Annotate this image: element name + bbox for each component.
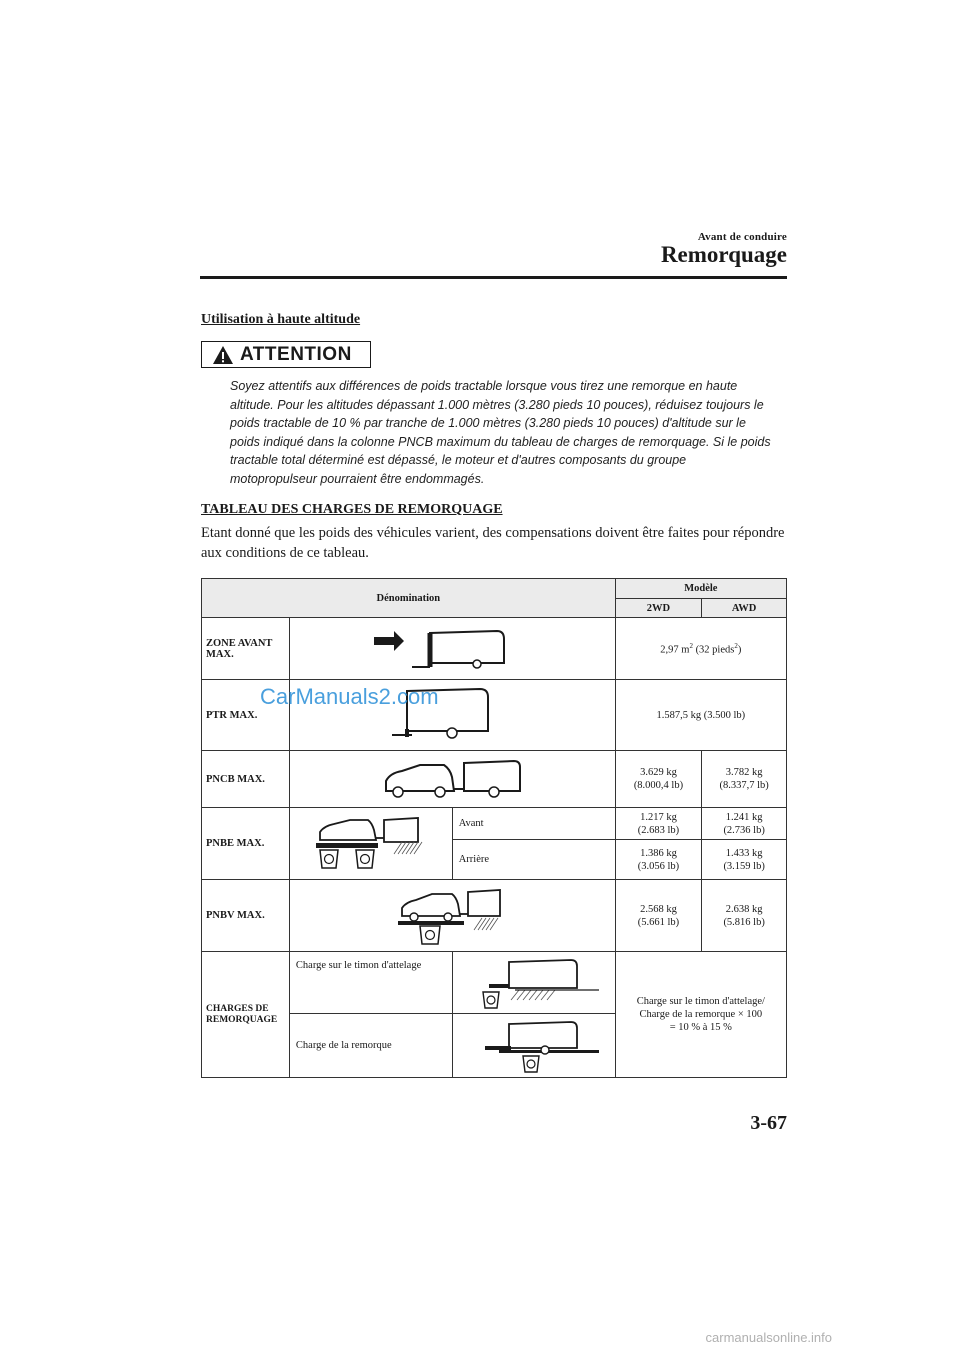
header-awd: AWD [702,599,787,618]
charges-formula: Charge sur le timon d'attelage/ Charge de la remorque × 100 = 10 % à 15 % [615,952,786,1078]
pnbe-arriere-awd: 1.433 kg (3.159 lb) [702,840,787,880]
ptr-value: 1.587,5 kg (3.500 lb) [615,680,786,751]
warning-triangle-icon [212,345,234,365]
attention-box [201,341,371,368]
table-row [202,808,787,840]
pnbe-arriere-2wd: 1.386 kg (3.056 lb) [615,840,702,880]
zone-value: 2,97 $m^2$ (32 pieds$^2$) [615,618,786,680]
trailer-weight-icon [459,1018,609,1074]
section-name: Avant de conduire [697,231,787,243]
vehicle-with-trailer-icon [372,757,532,801]
row-label-pnbe: PNBE MAX. [202,808,290,880]
page-number: 3-67 [750,1112,787,1134]
zone-illustration [289,618,615,680]
table-title: TABLEAU DES CHARGES DE REMORQUAGE [201,502,503,517]
header-modele: Modèle [615,579,786,599]
header-2wd: 2WD [615,599,702,618]
charges-remorque-label: Charge de la remorque [289,1014,452,1078]
chapter-title: Remorquage [660,242,787,267]
row-label-charges: CHARGES DE REMORQUAGE [202,952,290,1078]
tongue-weight-icon [459,956,609,1010]
header-denomination: Dénomination [202,579,616,618]
pnbv-illustration [289,880,615,952]
table-row [202,880,787,952]
attention-text: Soyez attentifs aux différences de poids tractable lorsque vous tirez une remorque en haute altitude. Pour les altitudes dépassant 1.000 mètres (3.280 pieds 10 pouces), réduisez toujours le poids tractable de 10 % par tranche de 1.000 mètres (3.280 pieds 10 pouces) d'altitude sur le poids indiqué dans la colonne PNCB maximum du tableau de charges de remorquage. Si le poids tractable total déterminé est dépassé, le moteur et d'autres composants du groupe motopropulseur pourraient être endommagés. [230,379,771,486]
charges-timon-label: Charge sur le timon d'attelage [289,952,452,1014]
pnbe-illustration [289,808,452,880]
row-label-pncb: PNCB MAX. [202,751,290,808]
pnbe-avant-awd: 1.241 kg (2.736 lb) [702,808,787,840]
table-intro: Etant donné que les poids des véhicules varient, des compensations doivent être faites pour répondre aux conditions de ce tableau. [201,525,785,561]
footer-site: carmanualsonline.info [705,1330,832,1345]
watermark: CarManuals2.com [260,684,439,709]
altitude-subheading: Utilisation à haute altitude [201,312,361,327]
pnbe-avant-label: Avant [452,808,615,840]
pncb-2wd-value: 3.629 kg (8.000,4 lb) [615,751,702,808]
row-label-ptr: PTR MAX. [202,680,290,751]
towing-load-table [201,578,787,1078]
attention-label: ATTENTION [240,343,352,365]
pnbv-2wd-value: 2.568 kg (5.661 lb) [615,880,702,952]
table-row [202,751,787,808]
header-rule [200,276,787,279]
table-row [202,618,787,680]
row-label-zone: ZONE AVANT MAX. [202,618,290,680]
pncb-awd-value: 3.782 kg (8.337,7 lb) [702,751,787,808]
pnbe-arriere-label: Arrière [452,840,615,880]
axle-scale-icon [306,814,436,874]
pnbv-awd-value: 2.638 kg (5.816 lb) [702,880,787,952]
vehicle-scale-icon [382,886,522,946]
pncb-illustration [289,751,615,808]
trailer-front-area-icon [372,625,532,673]
remorque-illustration [452,1014,615,1078]
timon-illustration [452,952,615,1014]
pnbe-avant-2wd: 1.217 kg (2.683 lb) [615,808,702,840]
table-row [202,952,787,1014]
row-label-pnbv: PNBV MAX. [202,880,290,952]
